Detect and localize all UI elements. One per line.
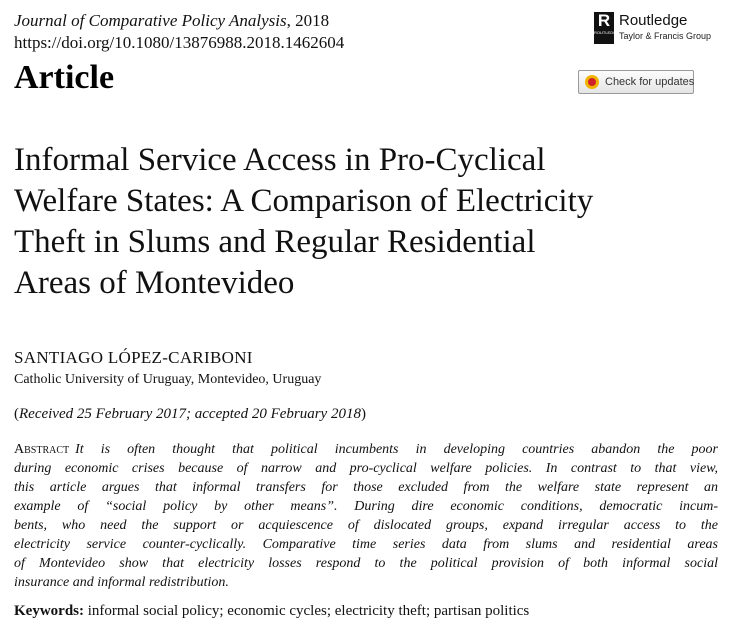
routledge-r-icon	[594, 11, 619, 44]
abstract	[14, 440, 718, 592]
journal-name: Journal of Comparative Policy Analysis	[14, 11, 287, 30]
logo-letter: R	[597, 11, 611, 30]
doi-link[interactable]: https://doi.org/10.1080/13876988.2018.1462604	[14, 33, 345, 52]
check-for-updates-button[interactable]	[578, 70, 694, 94]
author-name: SANTIAGO LÓPEZ-CARIBONI	[14, 348, 253, 367]
abstract-line: example of “social policy by other means”. During dire economic conditions, democratic incum-	[14, 499, 718, 514]
title-line: Areas of Montevideo	[14, 265, 295, 301]
title-line: Informal Service Access in Pro-Cyclical	[14, 142, 546, 178]
abstract-line	[14, 440, 718, 459]
publisher-group: Taylor & Francis Group	[619, 31, 712, 41]
abstract-line: electricity service counter-cyclically. Comparative time series data from slums and residential areas	[14, 537, 718, 552]
abstract-line: during economic crises because of narrow and pro-cyclical welfare policies. In contrast to that view,	[14, 461, 718, 476]
keywords-list: informal social policy; economic cycles; electricity theft; partisan politics	[87, 603, 530, 619]
article-title	[14, 140, 714, 304]
abstract-line: insurance and informal redistribution.	[14, 575, 229, 590]
title-line: Welfare States: A Comparison of Electricity	[14, 183, 594, 219]
check-for-updates-label: Check for updates	[605, 76, 695, 88]
keywords	[14, 601, 529, 621]
title-line: Theft in Slums and Regular Residential	[14, 224, 536, 260]
journal-citation	[14, 10, 534, 32]
dates-close-paren: )	[360, 406, 366, 422]
journal-year: , 2018	[286, 11, 330, 30]
dates-open-paren: (	[14, 406, 19, 422]
abstract-line: of Montevideo show that electricity losses respond to the political provision of both informal social	[14, 556, 718, 571]
abstract-line: bents, who need the support or acquiescence of dislocated groups, expand irregular access to the	[14, 518, 718, 533]
article-type-heading: Article	[14, 59, 115, 96]
abstract-text: It is often thought that political incumbents in developing countries abandon the poor	[75, 442, 718, 457]
received-accepted-dates	[14, 404, 366, 424]
dates-text: Received 25 February 2017; accepted 20 February 2018	[19, 406, 361, 422]
abstract-label: Abstract	[14, 442, 70, 457]
publisher-name: Routledge	[619, 12, 688, 29]
publisher-logo	[594, 10, 724, 46]
author-affiliation: Catholic University of Uruguay, Montevideo, Uruguay	[14, 372, 322, 387]
keywords-label: Keywords:	[14, 603, 84, 619]
crossmark-icon	[585, 75, 599, 89]
logo-small-text: ROUTLEDGE	[594, 30, 619, 35]
abstract-line: this article argues that informal transfers for those excluded from the welfare state represent an	[14, 480, 718, 495]
